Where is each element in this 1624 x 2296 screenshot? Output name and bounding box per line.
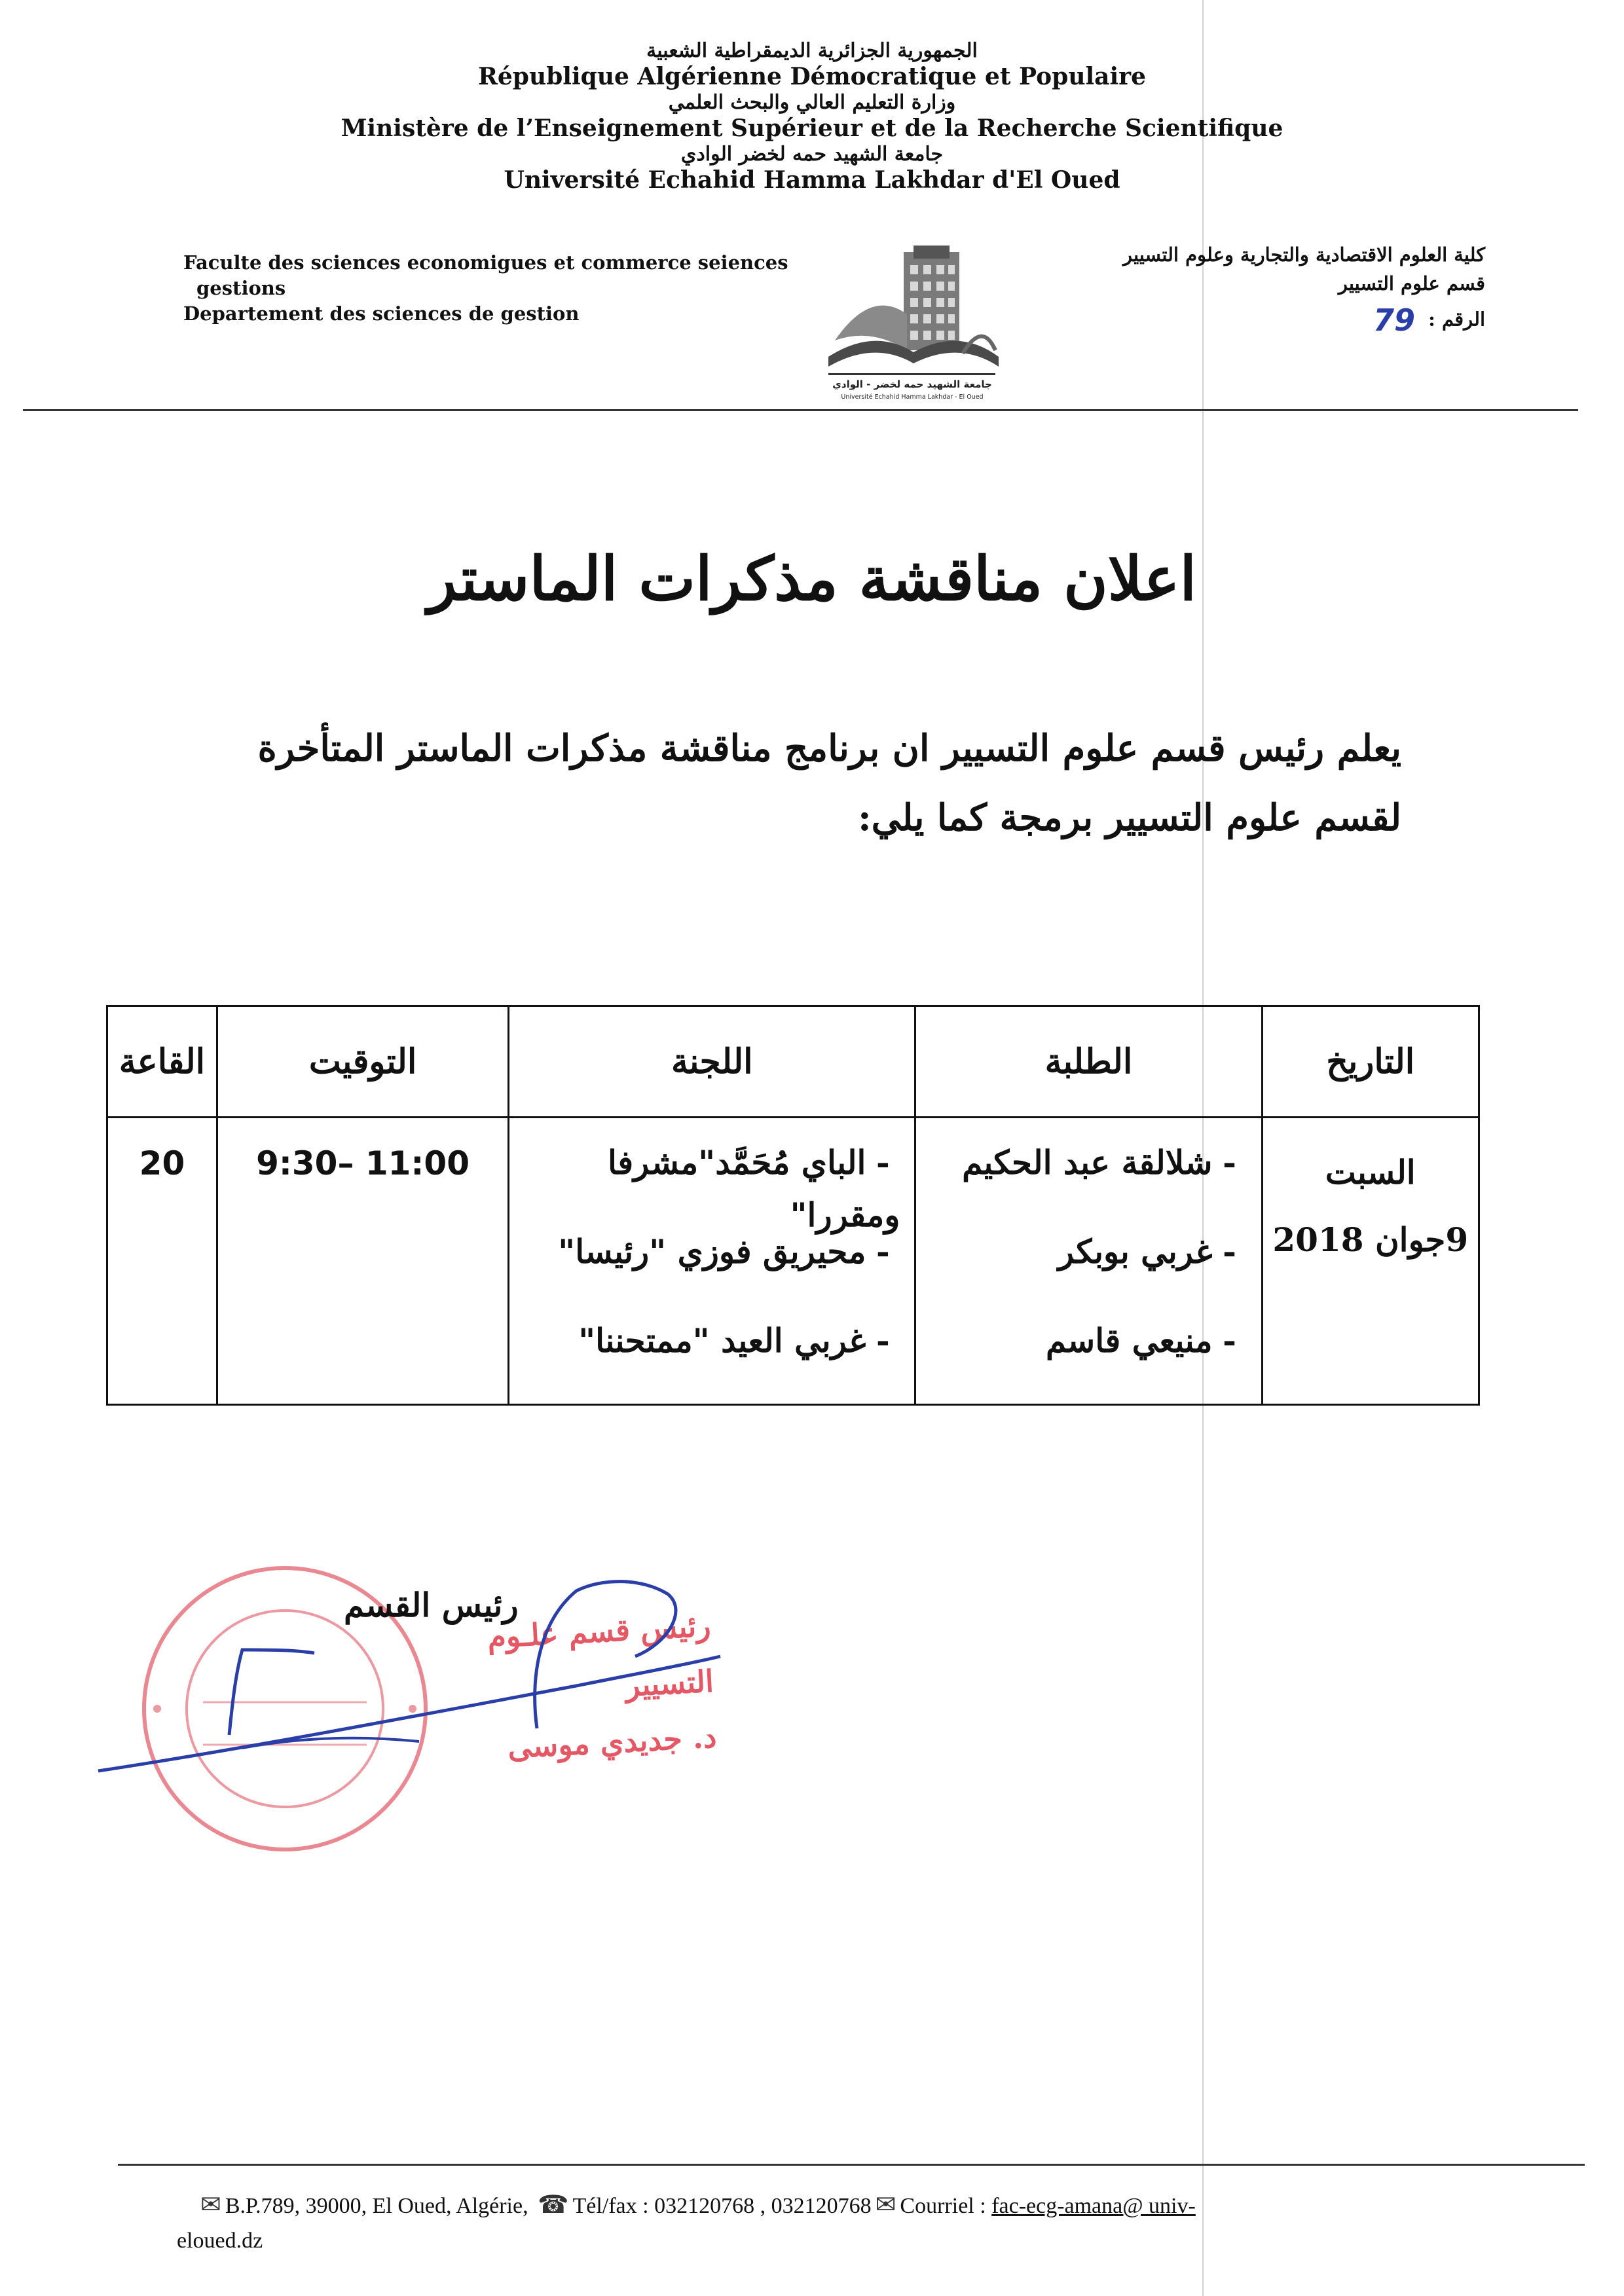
cell-time: 9:30– 11:00 <box>217 1118 508 1405</box>
document-header <box>0 39 1624 195</box>
date-full: 9جوان 2018 <box>1272 1220 1469 1259</box>
student-name: غربي بوبكر <box>1058 1232 1213 1271</box>
cell-students <box>915 1118 1262 1405</box>
reference-label: الرقم : <box>1428 308 1485 331</box>
ministry-name-ar: وزارة التعليم العالي والبحث العلمي <box>668 91 956 115</box>
announcement-line-1: يعلم رئيس قسم علوم التسيير ان برنامج مناقشة مذكرات الماستر المتأخرة <box>257 727 1401 770</box>
jury-member: غربي العيد "ممتحننا" <box>578 1321 866 1360</box>
country-name-fr: République Algérienne Démocratique et Populaire <box>477 63 1147 90</box>
header-jury: اللجنة <box>509 1006 915 1118</box>
university-logo <box>815 242 1005 403</box>
list-item <box>524 1315 900 1404</box>
header-separator <box>23 409 1578 411</box>
bullet-dash: - <box>1223 1232 1236 1271</box>
header-date: التاريخ <box>1262 1006 1479 1118</box>
page-footer <box>177 2187 1441 2257</box>
footer-email-cont: eloued.dz <box>177 2229 263 2253</box>
list-item <box>524 1226 900 1315</box>
bullet-dash: - <box>1223 1143 1236 1182</box>
department-name-fr: Departement des sciences de gestion <box>183 302 580 325</box>
footer-mail-label: Courriel : <box>900 2194 986 2218</box>
table-header-row <box>107 1006 1479 1118</box>
cell-date <box>1262 1118 1479 1405</box>
list-item <box>931 1137 1246 1226</box>
header-students: الطلبة <box>915 1006 1262 1118</box>
announcement-body <box>157 714 1401 853</box>
header-room: القاعة <box>107 1006 217 1118</box>
list-item <box>931 1226 1246 1315</box>
logo-caption-fr: Université Echahid Hamma Lakhdar - El Oued <box>841 393 984 401</box>
defense-schedule-table <box>106 1005 1480 1406</box>
jury-member: الباي مُحَمَّد"مشرفا ومقررا" <box>608 1143 900 1234</box>
bullet-dash: - <box>876 1232 890 1271</box>
reference-line <box>961 298 1485 343</box>
footer-phone: Tél/fax : 032120768 , 032120768 <box>572 2194 872 2218</box>
handwritten-signature <box>79 1552 733 1800</box>
faculty-block-fr <box>183 250 812 327</box>
university-name-fr: Université Echahid Hamma Lakhdar d'El Oued <box>504 166 1120 194</box>
list-item <box>524 1137 900 1234</box>
reference-number: 79 <box>1373 302 1416 338</box>
student-name: شلالقة عبد الحكيم <box>962 1143 1213 1182</box>
ministry-name-fr: Ministère de l’Enseignement Supérieur et de la Recherche Scientifique <box>341 115 1283 143</box>
header-time: التوقيت <box>217 1006 508 1118</box>
student-name: منيعي قاسم <box>1046 1321 1213 1360</box>
mail-icon: ✉ <box>875 2191 896 2219</box>
stamp-title: رئيس قسم علـوم التسيير <box>486 1607 715 1704</box>
logo-caption-ar: جامعة الشهيد حمه لخضر - الوادي <box>832 378 992 390</box>
cell-room: 20 <box>107 1118 217 1405</box>
phone-icon: ☎ <box>538 2191 569 2219</box>
bullet-dash: - <box>876 1143 890 1182</box>
bullet-dash: - <box>1223 1321 1236 1360</box>
faculty-name-fr-cont: gestions <box>196 277 286 300</box>
list-item <box>931 1315 1246 1404</box>
country-name-ar: الجمهورية الجزائرية الديمقراطية الشعبية <box>646 39 978 62</box>
faculty-name-ar: كلية العلوم الاقتصادية والتجارية وعلوم التسيير <box>1122 244 1485 266</box>
cell-jury <box>509 1118 915 1405</box>
announcement-line-2: لقسم علوم التسيير برمجة كما يلي: <box>857 796 1401 840</box>
faculty-name-fr: Faculte des sciences economigues et commerce seiences <box>183 251 788 274</box>
table-row <box>107 1118 1479 1405</box>
jury-member: محيريق فوزي "رئيسا" <box>558 1232 866 1271</box>
footer-separator <box>118 2164 1585 2166</box>
faculty-block-ar <box>961 241 1485 343</box>
footer-email[interactable]: fac-ecg-amana@ univ- <box>991 2194 1196 2218</box>
announcement-title: اعلان مناقشة مذكرات الماستر <box>427 543 1197 614</box>
footer-address: B.P.789, 39000, El Oued, Algérie, <box>225 2194 528 2218</box>
department-name-ar: قسم علوم التسيير <box>1338 272 1485 295</box>
university-name-ar: جامعة الشهيد حمه لخضر الوادي <box>680 143 944 166</box>
stamp-name: د. جديدي موسى <box>506 1719 718 1766</box>
footer-line-1 <box>196 2187 1441 2224</box>
bullet-dash: - <box>876 1321 890 1360</box>
mail-icon: ✉ <box>200 2191 221 2219</box>
department-head-title: رئيس القسم <box>344 1586 519 1624</box>
date-day: السبت <box>1325 1153 1416 1192</box>
